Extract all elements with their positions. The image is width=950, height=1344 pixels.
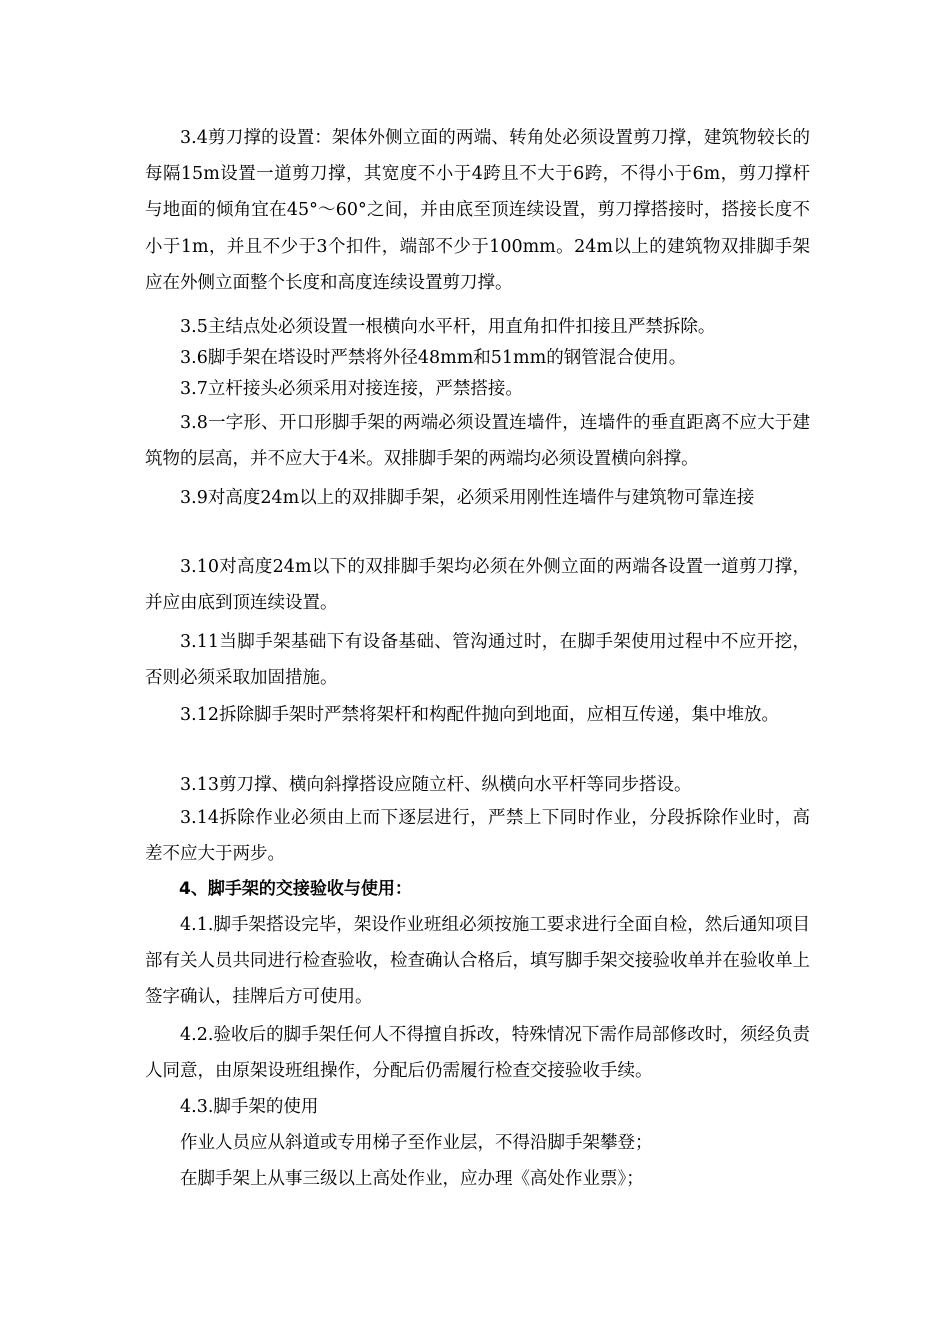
paragraph-4-3-b: 在脚手架上从事三级以上高处作业，应办理《高处作业票》； <box>180 1169 644 1189</box>
paragraph-3-14: 3.14拆除作业必须由上而下逐层进行，严禁上下同时作业，分段拆除作业时，高差不应大于两步。 <box>145 808 810 865</box>
paragraph-4-3: 4.3.脚手架的使用 <box>180 1097 319 1117</box>
paragraph-3-5: 3.5主结点处必须设置一根横向水平杆，用直角扣件扣接且严禁拆除。 <box>180 317 716 337</box>
paragraph-3-4: 3.4剪刀撑的设置：架体外侧立面的两端、转角处必须设置剪刀撑，建筑物较长的每隔15m设置一道剪刀撑，其宽度不小于4跨且不大于6跨，不得小于6m，剪刀撑杆与地面的倾角宜在45°～60°之间，并由底至顶连续设置，剪刀撑搭接时，搭接长度不小于1m，并且不少于3个扣件，端部不少于100mm。24m以上的建筑物双排脚手架应在外侧立面整个长度和高度连续设置剪刀撑。 <box>145 128 810 293</box>
section-heading-4: 4、脚手架的交接验收与使用： <box>179 879 412 899</box>
paragraph-3-9: 3.9对高度24m以上的双排脚手架，必须采用刚性连墙件与建筑物可靠连接 <box>180 488 755 508</box>
paragraph-3-6: 3.6脚手架在塔设时严禁将外径48mm和51mm的钢管混合使用。 <box>180 348 687 368</box>
paragraph-4-1: 4.1.脚手架搭设完毕，架设作业班组必须按施工要求进行全面自检，然后通知项目部有关人员共同进行检查验收，检查确认合格后，填写脚手架交接验收单并在验收单上签字确认，挂牌后方可使用。 <box>145 915 810 1008</box>
paragraph-3-12: 3.12拆除脚手架时严禁将架杆和构配件抛向到地面，应相互传递，集中堆放。 <box>180 705 779 725</box>
paragraph-4-3-a: 作业人员应从斜道或专用梯子至作业层，不得沿脚手架攀登； <box>180 1133 653 1153</box>
paragraph-3-13: 3.13剪刀撑、横向斜撑搭设应随立杆、纵横向水平杆等同步搭设。 <box>180 775 692 795</box>
paragraph-4-2: 4.2.验收后的脚手架任何人不得擅自拆改，特殊情况下需作局部修改时，须经负责人同意，由原架设班组操作，分配后仍需履行检查交接验收手续。 <box>145 1025 810 1082</box>
paragraph-3-8: 3.8一字形、开口形脚手架的两端必须设置连墙件，连墙件的垂直距离不应大于建筑物的层高，并不应大于4米。双排脚手架的两端均必须设置横向斜撑。 <box>145 413 810 470</box>
paragraph-3-10: 3.10对高度24m以下的双排脚手架均必须在外侧立面的两端各设置一道剪刀撑，并应由底到顶连续设置。 <box>145 557 810 614</box>
paragraph-3-11: 3.11当脚手架基础下有设备基础、管沟通过时，在脚手架使用过程中不应开挖，否则必须采取加固措施。 <box>145 632 810 689</box>
paragraph-3-7: 3.7立杆接头必须采用对接连接，严禁搭接。 <box>180 379 523 399</box>
